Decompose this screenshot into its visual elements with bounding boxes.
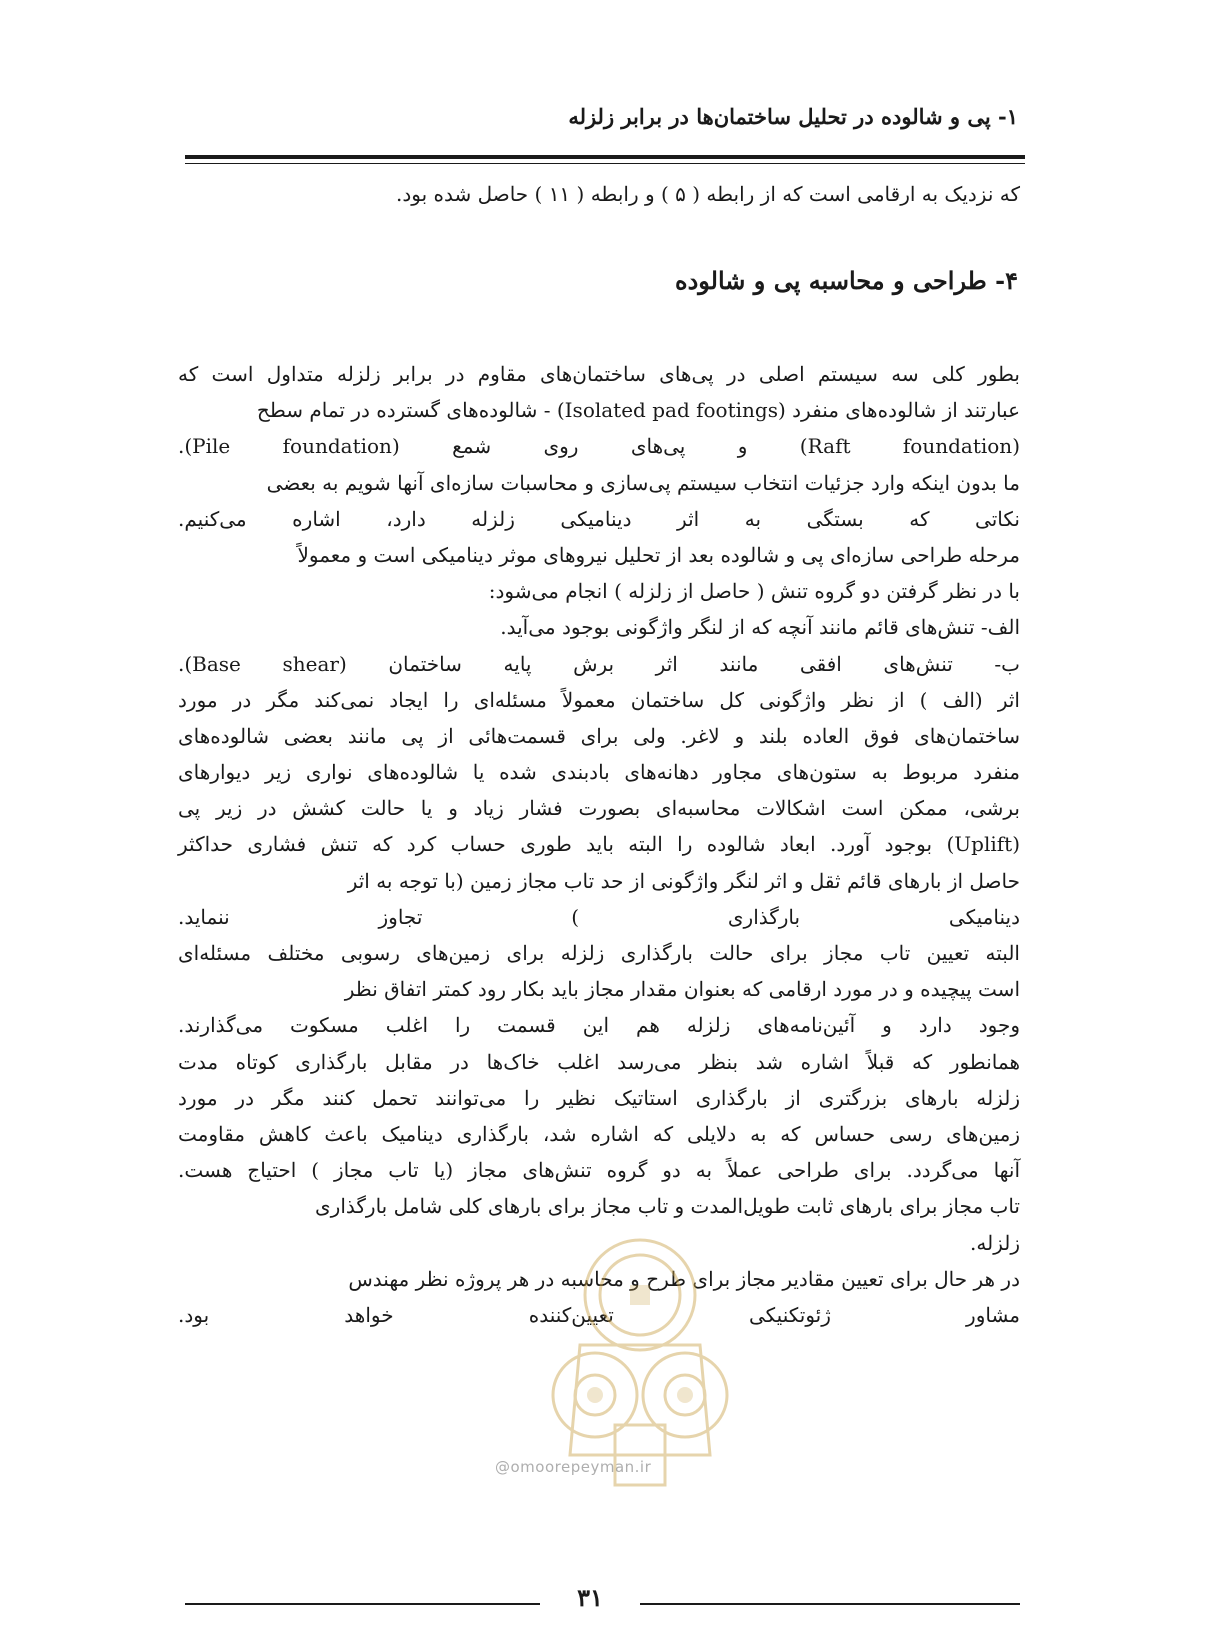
body-line: است پیچیده و در مورد ارقامی که بعنوان مقدار مجاز باید بکار رود کمتر اتفاق نظر [344,977,1020,1002]
body-line: بطور کلی سه سیستم اصلی در پی‌های ساختمان‌های مقاوم در برابر زلزله متداول است که [178,362,1020,386]
body-line: با در نظر گرفتن دو گروه تنش ( حاصل از زلزله ) انجام می‌شود: [488,579,1020,604]
intro-paragraph [178,176,1020,212]
body-line: وجود دارد و آئین‌نامه‌های زلزله هم این قسمت را اغلب مسکوت می‌گذارند. [178,1013,1020,1038]
body-line: الف- تنش‌های قائم مانند آنچه که از لنگر واژگونی بوجود می‌آید. [500,615,1020,640]
body-line: زلزله بارهای بزرگتری از بارگذاری استاتیک نظیر را می‌توانند تحمل کنند مگر در مورد [178,1085,1020,1110]
header-rule-thin [185,163,1025,164]
watermark-url: @omoorepeyman.ir [495,1458,652,1476]
footer-rule-left [185,1603,540,1605]
body-line: ساختمان‌های فوق العاده بلند و لاغر. ولی برای قسمت‌هائی از پی مانند بعضی شالوده‌های [178,723,1020,748]
body-line: تاب مجاز برای بارهای ثابت طویل‌المدت و تاب مجاز برای بارهای کلی شامل بارگذاری [315,1194,1020,1219]
body-line: مشاور ژئوتکنیکی تعیین‌کننده خواهد بود. [178,1302,1020,1327]
body-line: عبارتند از شالوده‌های منفرد (Isolated pad footings) - شالوده‌های گسترده در تمام سطح [256,398,1020,423]
body-line: اثر (الف ) از نظر واژگونی کل ساختمان معمولاً مسئله‌ای را ایجاد نمی‌کند مگر در مورد [178,687,1020,712]
body-line: برشی، ممکن است اشکالات محاسبه‌ای بصورت فشار زیاد و یا حالت کشش در زیر پی [178,796,1020,821]
intro-line: که نزدیک به ارقامی است که از رابطه ( ۵ ) و رابطه ( ۱۱ ) حاصل شده بود. [395,182,1020,206]
body-line: حاصل از بارهای قائم ثقل و اثر لنگر واژگونی از حد تاب مجاز زمین (با توجه به اثر [347,868,1020,893]
page-number: ۳۱ [577,1583,603,1612]
body-line: زلزله. [970,1230,1020,1255]
body-line: در هر حال برای تعیین مقادیر مجاز برای طرح و محاسبه در هر پروژه نظر مهندس [348,1266,1020,1291]
body-line: منفرد مربوط به ستون‌های مجاور دهانه‌های بادبندی شده یا شالوده‌های نواری زیر دیوارهای [178,760,1020,785]
body-line: آنها می‌گردد. برای طراحی عملاً به دو گروه تنش‌های مجاز (یا تاب مجاز ) احتیاج هست. [178,1158,1020,1183]
body-line: همانطور که قبلاً اشاره شد بنظر می‌رسد اغلب خاک‌ها در مقابل بارگذاری کوتاه مدت [178,1049,1020,1074]
body-text [178,356,1020,1333]
body-line: البته تعیین تاب مجاز برای حالت بارگذاری زلزله برای زمین‌های رسوبی مختلف مسئله‌ای [178,941,1020,965]
body-line: دینامیکی بارگذاری ) تجاوز ننماید. [178,904,1020,929]
header-rule [185,155,1025,159]
body-line: ب- تنش‌های افقی مانند اثر برش پایه ساختمان (Base shear). [178,651,1020,676]
body-line: مرحله طراحی سازه‌ای پی و شالوده بعد از تحلیل نیروهای موثر دینامیکی است و معمولاً [297,542,1020,567]
page-footer [185,1583,1020,1613]
body-line: (Uplift) بوجود آورد. ابعاد شالوده را البته باید طوری حساب کرد که تنش فشاری حداکثر [178,832,1020,857]
running-header: ۱- پی و شالوده در تحلیل ساختمان‌ها در برابر زلزله [568,104,1018,129]
body-line: (Raft foundation) و پی‌های روی شمع (Pile foundation). [178,434,1020,459]
body-line: زمین‌های رسی حساس که به دلایلی که اشاره شد، بارگذاری دینامیک باعث کاهش مقاومت [178,1121,1020,1146]
body-line: ما بدون اینکه وارد جزئیات انتخاب سیستم پی‌سازی و محاسبات سازه‌ای آنها شویم به بعضی [266,470,1020,495]
section-heading: ۴- طراحی و محاسبه پی و شالوده [675,266,1018,295]
body-line: نکاتی که بستگی به اثر دینامیکی زلزله دارد، اشاره می‌کنیم. [178,506,1020,531]
footer-rule-right [640,1603,1020,1605]
